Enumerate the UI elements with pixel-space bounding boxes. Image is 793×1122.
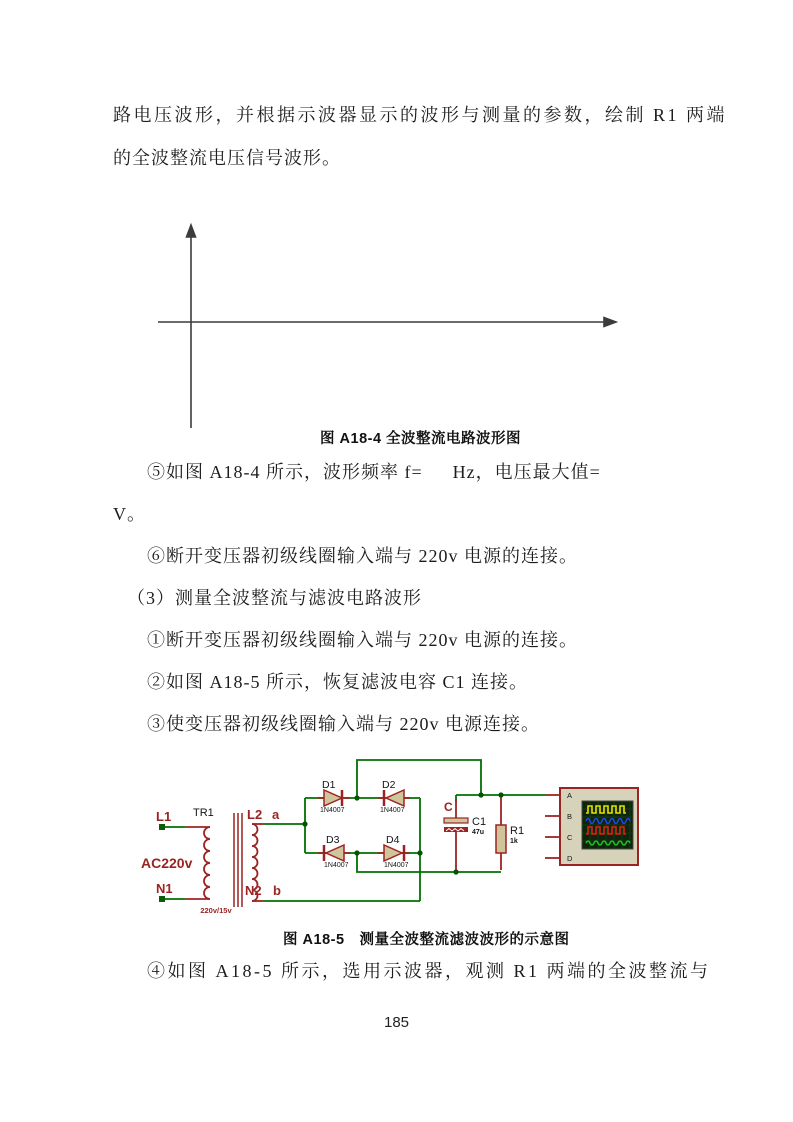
label-c1: C1 <box>472 816 487 828</box>
wire <box>357 853 501 872</box>
step-3-4: ④如图 A18-5 所示，选用示波器，观测 R1 两端的全波整流与 <box>147 961 711 981</box>
label-l2: L2 <box>247 807 263 822</box>
step-3-1: ①断开变压器初级线圈输入端与 220v 电源的连接。 <box>147 630 578 650</box>
oscilloscope <box>560 788 638 865</box>
transformer-core <box>234 813 242 907</box>
step-5-continued: V。 <box>113 504 146 524</box>
diode-d3 <box>324 845 344 861</box>
label-d4-value: 1N4007 <box>384 862 409 869</box>
diode-d1 <box>324 790 342 806</box>
paragraph-line: 的全波整流电压信号波形。 <box>113 148 341 168</box>
resistor-r1 <box>496 825 506 853</box>
label-d2-value: 1N4007 <box>380 807 405 814</box>
label-d2: D2 <box>382 779 396 791</box>
terminal-l1 <box>159 824 165 830</box>
wire <box>357 760 481 798</box>
label-l1: L1 <box>156 809 172 824</box>
label-r1: R1 <box>510 825 525 837</box>
scope-terminal-c-label: C <box>567 833 573 842</box>
terminal-n1 <box>159 896 165 902</box>
paragraph-line: 路电压波形，并根据示波器显示的波形与测量的参数，绘制 R1 两端 <box>113 105 728 125</box>
label-r1-value: 1k <box>510 838 518 845</box>
figure-a18-5-circuit <box>140 755 645 932</box>
label-ac220v: AC220v <box>141 855 193 871</box>
label-d3-value: 1N4007 <box>324 862 349 869</box>
label-cap-pin: C <box>444 800 453 814</box>
label-c1-value: 47u <box>472 829 485 836</box>
label-node-a: a <box>272 807 280 822</box>
x-axis-arrow-icon <box>604 318 616 327</box>
step-5: ⑤如图 A18-4 所示，波形频率 f= Hz，电压最大值= <box>147 462 601 482</box>
label-d1-value: 1N4007 <box>320 807 345 814</box>
scope-terminal-a-label: A <box>567 791 573 800</box>
label-ratio: 220v/15v <box>200 906 232 915</box>
label-d4: D4 <box>386 834 400 846</box>
diode-bridge <box>324 790 404 861</box>
scope-terminal-d-label: D <box>567 854 573 863</box>
label-node-b: b <box>273 883 281 898</box>
empty-axes-plot <box>150 222 630 432</box>
capacitor-c1 <box>444 818 468 832</box>
figure-a18-5-caption: 图 A18-5 测量全波整流滤波波形的示意图 <box>283 932 570 948</box>
label-d3: D3 <box>326 834 340 846</box>
y-axis-arrow-icon <box>187 225 196 237</box>
section-3-heading: （3）测量全波整流与滤波电路波形 <box>127 588 422 608</box>
scope-terminal-b-label: B <box>567 812 573 821</box>
step-3-2: ②如图 A18-5 所示，恢复滤波电容 C1 连接。 <box>147 672 528 692</box>
page-number: 185 <box>383 1014 410 1031</box>
label-d1: D1 <box>322 779 336 791</box>
label-n2: N2 <box>245 883 262 898</box>
wires <box>162 760 545 901</box>
primary-coil <box>204 827 210 899</box>
step-3-3: ③使变压器初级线圈输入端与 220v 电源连接。 <box>147 714 540 734</box>
figure-a18-4-axes <box>150 222 630 437</box>
circuit-schematic <box>140 755 645 927</box>
label-tr1: TR1 <box>193 807 214 819</box>
diode-d2 <box>384 790 404 806</box>
figure-a18-4-caption: 图 A18-4 全波整流电路波形图 <box>320 431 522 447</box>
label-n1: N1 <box>156 881 173 896</box>
step-6: ⑥断开变压器初级线圈输入端与 220v 电源的连接。 <box>147 546 578 566</box>
diode-d4 <box>384 845 404 861</box>
